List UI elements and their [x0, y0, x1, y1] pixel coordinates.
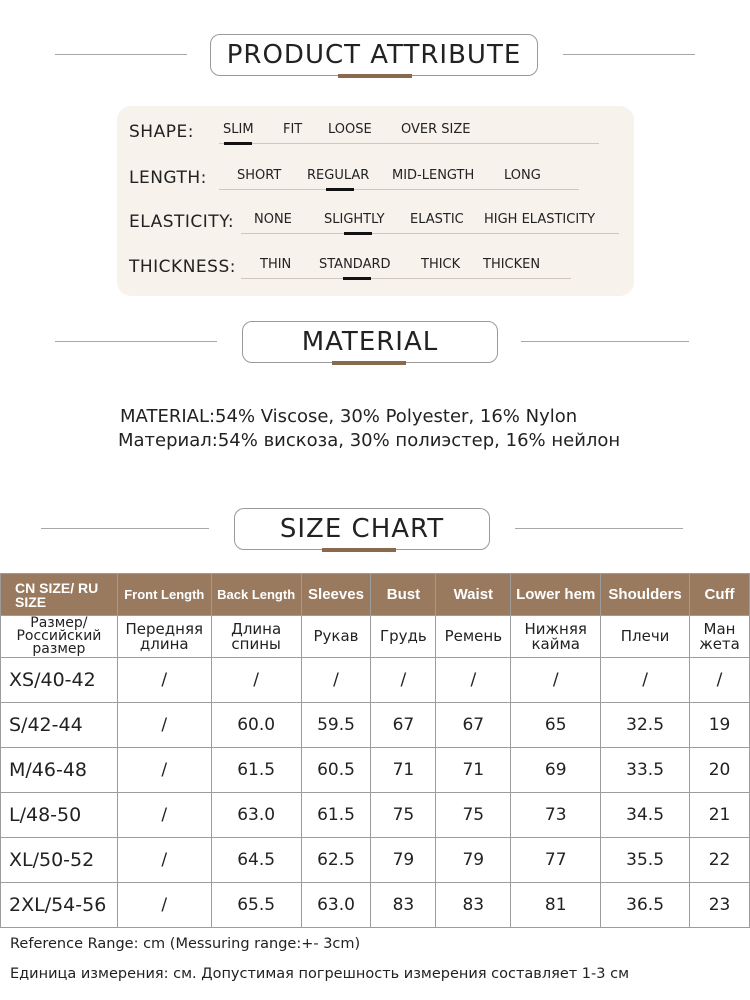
attr-label-length: LENGTH: [129, 168, 207, 188]
header-ru-cell: Плечи [601, 616, 690, 658]
value-cell: 81 [511, 883, 601, 928]
header-accent-bar [332, 361, 406, 365]
attr-option: NONE [254, 212, 292, 227]
header-accent-bar [338, 74, 412, 78]
attr-label-elasticity: ELASTICITY: [129, 212, 235, 232]
value-cell: 75 [436, 793, 511, 838]
size-cell: 2XL/54-56 [1, 883, 118, 928]
size-cell: XS/40-42 [1, 658, 118, 703]
table-row [1, 838, 750, 883]
value-cell: 33.5 [601, 748, 690, 793]
value-cell: / [511, 658, 601, 703]
attr-option: FIT [283, 122, 303, 137]
table-row [1, 793, 750, 838]
attr-option: OVER SIZE [401, 122, 471, 137]
table-header-row [1, 574, 750, 616]
size-cell: M/46-48 [1, 748, 118, 793]
table-row [1, 703, 750, 748]
value-cell: 59.5 [301, 703, 371, 748]
header-rule-right [563, 54, 695, 55]
value-cell: 36.5 [601, 883, 690, 928]
header-ru-cell: Ремень [436, 616, 511, 658]
size-chart-table [0, 573, 750, 928]
attr-option: REGULAR [307, 168, 370, 183]
attr-row-elasticity [117, 200, 634, 240]
attr-rule [219, 143, 599, 144]
attr-option: SLIM [223, 122, 254, 137]
value-cell: 20 [690, 748, 750, 793]
value-cell: 65 [511, 703, 601, 748]
selected-marker [224, 142, 252, 145]
value-cell: / [301, 658, 371, 703]
size-chart-title: SIZE CHART [234, 508, 490, 550]
attr-option: HIGH ELASTICITY [484, 212, 596, 227]
value-cell: 61.5 [211, 748, 301, 793]
size-cell: L/48-50 [1, 793, 118, 838]
attr-rule [219, 189, 579, 190]
header-cell: Lower hem [511, 574, 601, 616]
value-cell: 34.5 [601, 793, 690, 838]
header-ru-cell: Нижняя кайма [511, 616, 601, 658]
material-text-ru: Материал:54% вискоза, 30% полиэстер, 16% нейлон [118, 430, 621, 451]
attr-option: STANDARD [319, 257, 391, 272]
attr-option: THIN [260, 257, 292, 272]
header-ru-cell: Длина спины [211, 616, 301, 658]
value-cell: / [436, 658, 511, 703]
table-header-ru-row [1, 616, 750, 658]
attr-option: LONG [504, 168, 541, 183]
attr-row-thickness [117, 245, 634, 285]
header-cell: Sleeves [301, 574, 371, 616]
value-cell: / [117, 748, 211, 793]
header-cell: Waist [436, 574, 511, 616]
selected-marker [326, 188, 354, 191]
header-rule-left [55, 54, 187, 55]
value-cell: 22 [690, 838, 750, 883]
value-cell: 67 [371, 703, 436, 748]
value-cell: 63.0 [211, 793, 301, 838]
header-accent-bar [322, 548, 396, 552]
value-cell: 61.5 [301, 793, 371, 838]
header-rule-left [55, 341, 217, 342]
table-row [1, 658, 750, 703]
size-chart-header [0, 508, 750, 568]
attr-option: LOOSE [328, 122, 372, 137]
attr-rule [241, 233, 619, 234]
product-attribute-title: PRODUCT ATTRIBUTE [210, 34, 538, 76]
value-cell: 73 [511, 793, 601, 838]
reference-range-note-ru: Единица измерения: см. Допустимая погрешность измерения составляет 1-3 см [10, 966, 630, 982]
material-text-en: MATERIAL:54% Viscose, 30% Polyester, 16% Nylon [120, 406, 578, 427]
reference-range-note: Reference Range: cm (Messuring range:+- 3cm) [10, 936, 361, 952]
material-title: MATERIAL [242, 321, 498, 363]
header-ru-cell: Рукав [301, 616, 371, 658]
table-row [1, 748, 750, 793]
value-cell: 35.5 [601, 838, 690, 883]
value-cell: 32.5 [601, 703, 690, 748]
header-rule-right [521, 341, 689, 342]
attr-option: SLIGHTLY [324, 212, 385, 227]
value-cell: 60.0 [211, 703, 301, 748]
value-cell: / [117, 793, 211, 838]
value-cell: 79 [436, 838, 511, 883]
attr-label-shape: SHAPE: [129, 122, 194, 142]
header-cell: Cuff [690, 574, 750, 616]
header-cell: Shoulders [601, 574, 690, 616]
attr-row-shape [117, 110, 634, 150]
header-cell: Back Length [211, 574, 301, 616]
header-ru-cell: Ман жета [690, 616, 750, 658]
value-cell: / [601, 658, 690, 703]
value-cell: / [117, 703, 211, 748]
value-cell: 21 [690, 793, 750, 838]
value-cell: 63.0 [301, 883, 371, 928]
value-cell: 69 [511, 748, 601, 793]
header-rule-right [515, 528, 683, 529]
attr-option: SHORT [237, 168, 282, 183]
product-attribute-header [0, 34, 750, 94]
attr-label-thickness: THICKNESS: [129, 257, 236, 277]
header-ru-cell: Грудь [371, 616, 436, 658]
value-cell: 64.5 [211, 838, 301, 883]
value-cell: 71 [371, 748, 436, 793]
value-cell: / [117, 883, 211, 928]
value-cell: 65.5 [211, 883, 301, 928]
value-cell: 19 [690, 703, 750, 748]
value-cell: 71 [436, 748, 511, 793]
value-cell: 83 [436, 883, 511, 928]
attr-option: MID-LENGTH [392, 168, 475, 183]
value-cell: 60.5 [301, 748, 371, 793]
value-cell: / [117, 658, 211, 703]
header-rule-left [41, 528, 209, 529]
header-ru-cell: Передняя длина [117, 616, 211, 658]
header-ru-cell: Размер/ Российский размер [1, 616, 118, 658]
value-cell: 62.5 [301, 838, 371, 883]
attr-option: THICK [421, 257, 461, 272]
header-cell: CN SIZE/ RU SIZE [1, 574, 118, 616]
header-cell: Bust [371, 574, 436, 616]
table-row [1, 883, 750, 928]
value-cell: 83 [371, 883, 436, 928]
value-cell: / [211, 658, 301, 703]
attr-option: THICKEN [483, 257, 541, 272]
selected-marker [343, 277, 371, 280]
attr-option: ELASTIC [410, 212, 464, 227]
material-header [0, 321, 750, 381]
value-cell: 75 [371, 793, 436, 838]
attribute-panel [117, 106, 634, 296]
value-cell: 23 [690, 883, 750, 928]
value-cell: / [690, 658, 750, 703]
value-cell: 77 [511, 838, 601, 883]
size-cell: S/42-44 [1, 703, 118, 748]
value-cell: 67 [436, 703, 511, 748]
selected-marker [344, 232, 372, 235]
attr-rule [241, 278, 571, 279]
value-cell: / [371, 658, 436, 703]
header-cell: Front Length [117, 574, 211, 616]
size-cell: XL/50-52 [1, 838, 118, 883]
value-cell: 79 [371, 838, 436, 883]
value-cell: / [117, 838, 211, 883]
attr-row-length [117, 156, 634, 196]
